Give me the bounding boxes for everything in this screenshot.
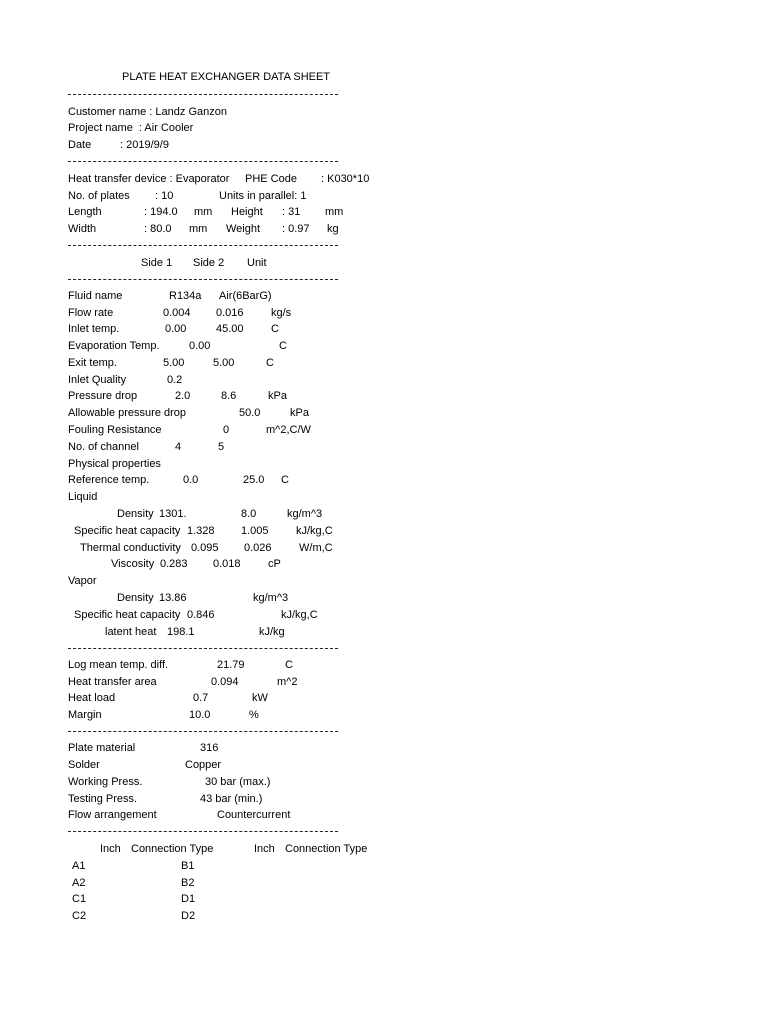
liquid-density-side1: 1301. <box>159 508 187 520</box>
flow-rate-label: Flow rate <box>68 307 114 319</box>
plates-label: No. of plates <box>68 190 130 202</box>
weight-value: : 0.97 <box>282 223 310 235</box>
liquid-viscosity-label: Viscosity <box>111 558 155 570</box>
fluid-name-side1: R134a <box>169 290 202 302</box>
reference-temp-side1: 0.0 <box>183 474 199 486</box>
connection-inch-header-right: Inch <box>254 843 275 855</box>
latent-heat-unit: kJ/kg <box>259 626 285 638</box>
inlet-temp-unit: C <box>271 323 279 335</box>
connection-port: B1 <box>181 860 195 872</box>
evaporation-temp-side1: 0.00 <box>189 340 211 352</box>
liquid-density-label: Density <box>117 508 154 520</box>
liquid-thermal-conductivity-unit: W/m,C <box>299 542 333 554</box>
pressure-drop-label: Pressure drop <box>68 390 138 402</box>
exit-temp-side1: 5.00 <box>163 357 185 369</box>
fouling-resistance-value: 0 <box>223 424 230 436</box>
width-label: Width <box>68 223 97 235</box>
reference-temp-unit: C <box>281 474 289 486</box>
width-value: : 80.0 <box>144 223 172 235</box>
flow-arrangement-label: Flow arrangement <box>68 809 157 821</box>
allowable-pressure-drop-unit: kPa <box>290 407 309 419</box>
connection-port: A1 <box>72 860 86 872</box>
date-value: : 2019/9/9 <box>120 139 169 151</box>
divider <box>68 94 338 95</box>
heat-load-unit: kW <box>252 692 268 704</box>
pressure-drop-unit: kPa <box>268 390 287 402</box>
plates-value: : 10 <box>155 190 174 202</box>
length-unit: mm <box>194 206 213 218</box>
fouling-resistance-label: Fouling Resistance <box>68 424 162 436</box>
lmtd-value: 21.79 <box>217 659 245 671</box>
divider <box>68 245 338 246</box>
allowable-pressure-drop-label: Allowable pressure drop <box>68 407 187 419</box>
fluid-name-label: Fluid name <box>68 290 123 302</box>
flow-arrangement-value: Countercurrent <box>217 809 291 821</box>
liquid-heat-capacity-label: Specific heat capacity <box>74 525 181 537</box>
liquid-heat-capacity-side1: 1.328 <box>187 525 215 537</box>
phe-code-value: : K030*10 <box>321 173 370 185</box>
weight-label: Weight <box>226 223 261 235</box>
column-unit: Unit <box>247 257 267 269</box>
allowable-pressure-drop-value: 50.0 <box>239 407 261 419</box>
exit-temp-side2: 5.00 <box>213 357 235 369</box>
connection-type-header-right: Connection Type <box>285 843 368 855</box>
inlet-temp-side1: 0.00 <box>165 323 187 335</box>
liquid-heat-capacity-unit: kJ/kg,C <box>296 525 333 537</box>
device-type: Heat transfer device : Evaporator <box>68 173 230 185</box>
connection-inch-header-left: Inch <box>100 843 121 855</box>
margin-unit: % <box>249 709 259 721</box>
inlet-temp-label: Inlet temp. <box>68 323 120 335</box>
connection-port: C2 <box>72 910 87 922</box>
divider <box>68 648 338 649</box>
flow-rate-side2: 0.016 <box>216 307 244 319</box>
vapor-heat-capacity-label: Specific heat capacity <box>74 609 181 621</box>
latent-heat-side1: 198.1 <box>167 626 195 638</box>
project-name: Project name : Air Cooler <box>68 122 194 134</box>
physical-properties-heading: Physical properties <box>68 458 161 470</box>
channels-side1: 4 <box>175 441 182 453</box>
solder-label: Solder <box>68 759 100 771</box>
divider <box>68 279 338 280</box>
exit-temp-label: Exit temp. <box>68 357 117 369</box>
working-press-value: 30 bar (max.) <box>205 776 271 788</box>
fluid-name-side2: Air(6BarG) <box>219 290 272 302</box>
liquid-viscosity-side1: 0.283 <box>160 558 188 570</box>
evaporation-temp-unit: C <box>279 340 287 352</box>
working-press-label: Working Press. <box>68 776 143 788</box>
liquid-heat-capacity-side2: 1.005 <box>241 525 269 537</box>
inlet-quality-label: Inlet Quality <box>68 374 127 386</box>
margin-label: Margin <box>68 709 102 721</box>
connection-port: C1 <box>72 893 87 905</box>
connection-port: A2 <box>72 877 86 889</box>
connection-port: D2 <box>181 910 196 922</box>
vapor-heat-capacity-side1: 0.846 <box>187 609 215 621</box>
liquid-heading: Liquid <box>68 491 98 503</box>
weight-unit: kg <box>327 223 339 235</box>
pressure-drop-side1: 2.0 <box>175 390 191 402</box>
liquid-thermal-conductivity-side2: 0.026 <box>244 542 272 554</box>
inlet-quality-side1: 0.2 <box>167 374 183 386</box>
testing-press-label: Testing Press. <box>68 793 138 805</box>
column-side2: Side 2 <box>193 257 225 269</box>
customer-name: Customer name : Landz Ganzon <box>68 106 227 118</box>
inlet-temp-side2: 45.00 <box>216 323 244 335</box>
heat-transfer-area-value: 0.094 <box>211 676 239 688</box>
solder-value: Copper <box>185 759 222 771</box>
vapor-density-unit: kg/m^3 <box>253 592 289 604</box>
plate-material-value: 316 <box>200 742 219 754</box>
length-value: : 194.0 <box>144 206 178 218</box>
divider <box>68 831 338 832</box>
heat-load-value: 0.7 <box>193 692 209 704</box>
margin-value: 10.0 <box>189 709 211 721</box>
channels-side2: 5 <box>218 441 225 453</box>
divider <box>68 161 338 162</box>
liquid-density-unit: kg/m^3 <box>287 508 323 520</box>
fouling-resistance-unit: m^2,C/W <box>266 424 311 436</box>
heat-transfer-area-label: Heat transfer area <box>68 676 157 688</box>
liquid-thermal-conductivity-side1: 0.095 <box>191 542 219 554</box>
reference-temp-side2: 25.0 <box>243 474 265 486</box>
width-unit: mm <box>189 223 208 235</box>
length-label: Length <box>68 206 102 218</box>
pressure-drop-side2: 8.6 <box>221 390 237 402</box>
height-label: Height <box>231 206 263 218</box>
liquid-viscosity-unit: cP <box>268 558 281 570</box>
units-in-parallel: Units in parallel: 1 <box>219 190 307 202</box>
liquid-density-side2: 8.0 <box>241 508 257 520</box>
lmtd-unit: C <box>285 659 293 671</box>
exit-temp-unit: C <box>266 357 274 369</box>
height-value: : 31 <box>282 206 301 218</box>
column-side1: Side 1 <box>141 257 173 269</box>
evaporation-temp-label: Evaporation Temp. <box>68 340 160 352</box>
liquid-viscosity-side2: 0.018 <box>213 558 241 570</box>
divider <box>68 731 338 732</box>
latent-heat-label: latent heat <box>105 626 157 638</box>
heat-load-label: Heat load <box>68 692 116 704</box>
heat-transfer-area-unit: m^2 <box>277 676 298 688</box>
reference-temp-label: Reference temp. <box>68 474 150 486</box>
connection-type-header-left: Connection Type <box>131 843 214 855</box>
sheet-title: PLATE HEAT EXCHANGER DATA SHEET <box>122 71 331 83</box>
liquid-thermal-conductivity-label: Thermal conductivity <box>80 542 181 554</box>
vapor-heading: Vapor <box>68 575 97 587</box>
height-unit: mm <box>325 206 344 218</box>
vapor-density-label: Density <box>117 592 154 604</box>
date-label: Date <box>68 139 92 151</box>
channels-label: No. of channel <box>68 441 139 453</box>
flow-rate-unit: kg/s <box>271 307 292 319</box>
connection-port: D1 <box>181 893 196 905</box>
lmtd-label: Log mean temp. diff. <box>68 659 169 671</box>
flow-rate-side1: 0.004 <box>163 307 191 319</box>
testing-press-value: 43 bar (min.) <box>200 793 263 805</box>
phe-code-label: PHE Code <box>245 173 297 185</box>
vapor-density-side1: 13.86 <box>159 592 187 604</box>
plate-material-label: Plate material <box>68 742 136 754</box>
connection-port: B2 <box>181 877 195 889</box>
vapor-heat-capacity-unit: kJ/kg,C <box>281 609 318 621</box>
